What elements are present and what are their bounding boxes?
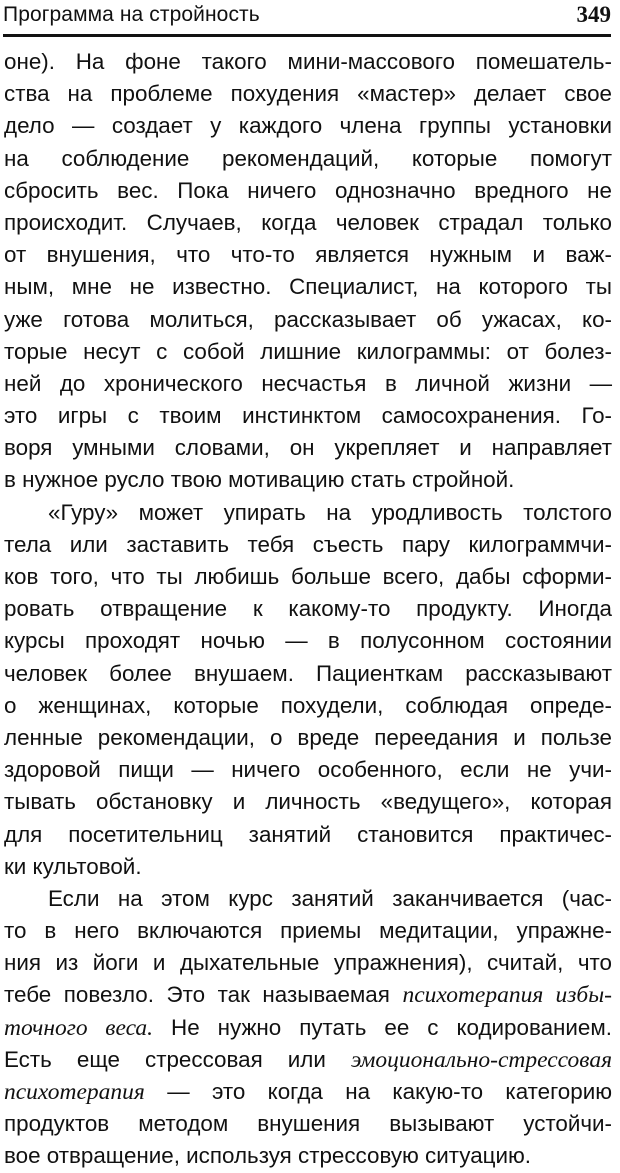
text-line (4, 175, 612, 207)
text-line (4, 915, 612, 947)
text-segment: о женщинах, которые похудели, соблюдая опреде- (4, 692, 612, 718)
text-segment: продуктов методом внушения вызывают устойчи- (4, 1111, 612, 1137)
text-segment: тебе повезло. Это так называемая (4, 982, 403, 1008)
text-line (4, 1140, 612, 1172)
running-head (3, 0, 611, 34)
paragraph-2 (4, 497, 612, 883)
text-segment: вое отвращение, используя стрессовую ситуацию. (4, 1143, 532, 1169)
text-segment: ней до хронического несчастья в личной жизни — (4, 370, 612, 396)
text-segment: ства на проблеме похудения «мастер» делает свое (4, 81, 612, 107)
header-rule (3, 34, 611, 37)
text-line (4, 722, 612, 754)
text-segment: Есть еще стрессовая или (4, 1046, 351, 1072)
text-line (4, 207, 612, 239)
text-segment: воря умными словами, он укрепляет и направляет (4, 435, 612, 461)
text-segment: — это когда на какую-то категорию (144, 1079, 612, 1104)
text-line (4, 947, 612, 979)
text-segment: на соблюдение рекомендаций, которые помогут (4, 145, 612, 171)
text-segment: то в него включаются приемы медитации, упражне- (4, 918, 612, 944)
text-segment: тывать обстановку и личность «ведущего», которая (4, 789, 612, 815)
text-line (4, 979, 612, 1011)
text-line (4, 464, 612, 496)
running-title: Программа на стройность (3, 3, 260, 26)
paragraph-1 (4, 46, 612, 497)
text-segment: уже готова молиться, рассказывает об ужасах, ко- (4, 306, 612, 332)
text-line (4, 593, 612, 625)
text-line (4, 786, 612, 818)
text-segment: это игры с твоим инстинктом самосохранения. Го- (4, 403, 612, 429)
text-line (4, 754, 612, 786)
text-line (4, 1076, 612, 1108)
text-segment: оне). На фоне такого мини-массового помешатель- (4, 49, 612, 74)
text-line (4, 883, 612, 915)
italic-term: точного веса. (4, 1014, 154, 1041)
text-segment: ровать отвращение к какому-то продукту. Иногда (4, 596, 612, 622)
text-line (4, 625, 612, 657)
text-line (4, 239, 612, 271)
text-line (4, 497, 612, 529)
text-segment: торые несут с собой лишние килограммы: от болез- (4, 338, 612, 364)
text-segment: происходит. Случаев, когда человек страдал только (4, 209, 612, 235)
text-segment: ков того, что ты любишь больше всего, дабы сформи- (4, 564, 612, 589)
text-segment: ки культовой. (4, 853, 142, 879)
text-line (4, 432, 612, 464)
text-line (4, 851, 612, 883)
page-number: 349 (576, 2, 611, 27)
text-segment: здоровой пищи — ничего особенного, если не учи- (4, 757, 612, 783)
text-line (4, 1108, 612, 1140)
text-segment: «Гуру» может упирать на уродливость толстого (48, 499, 612, 525)
text-segment: человек более внушаем. Пациенткам рассказывают (4, 660, 612, 686)
text-line (4, 304, 612, 336)
text-segment: ленные рекомендации, о вреде переедания и пользе (4, 724, 612, 750)
italic-term: психотерапия (4, 1079, 145, 1105)
body-text (4, 46, 612, 1173)
text-line (4, 46, 612, 78)
text-segment: ния из йоги и дыхательные упражнения), считай, что (4, 950, 612, 976)
text-segment: Если на этом курс занятий заканчивается (час- (48, 885, 612, 911)
text-segment: от внушения, что что-то является нужным и важ- (4, 242, 612, 268)
text-segment: для посетительниц занятий становится практичес- (4, 821, 612, 847)
text-segment: ным, мне не известно. Специалист, на которого ты (4, 274, 612, 300)
text-line (4, 690, 612, 722)
text-line (4, 271, 612, 303)
text-line (4, 1044, 612, 1076)
paragraph-3 (4, 883, 612, 1173)
text-line (4, 336, 612, 368)
text-line (4, 78, 612, 110)
text-segment: сбросить вес. Пока ничего однозначно вредного не (4, 177, 612, 203)
text-line (4, 400, 612, 432)
text-segment: курсы проходят ночью — в полусонном состоянии (4, 628, 612, 654)
italic-term: эмоционально-стрессовая (350, 1046, 612, 1073)
text-segment: Не нужно путать ее с кодированием. (153, 1014, 612, 1040)
text-segment: тела или заставить тебя съесть пару килограммчи- (4, 531, 612, 557)
text-line (4, 658, 612, 690)
text-line (4, 143, 612, 175)
text-line (4, 819, 612, 851)
italic-term: психотерапия избы- (402, 982, 612, 1009)
text-line (4, 561, 612, 593)
text-line (4, 529, 612, 561)
text-line (4, 110, 612, 142)
text-line (4, 1012, 612, 1044)
text-segment: дело — создает у каждого члена группы установки (4, 113, 612, 139)
text-line (4, 368, 612, 400)
text-segment: в нужное русло твою мотивацию стать стройной. (4, 467, 515, 493)
